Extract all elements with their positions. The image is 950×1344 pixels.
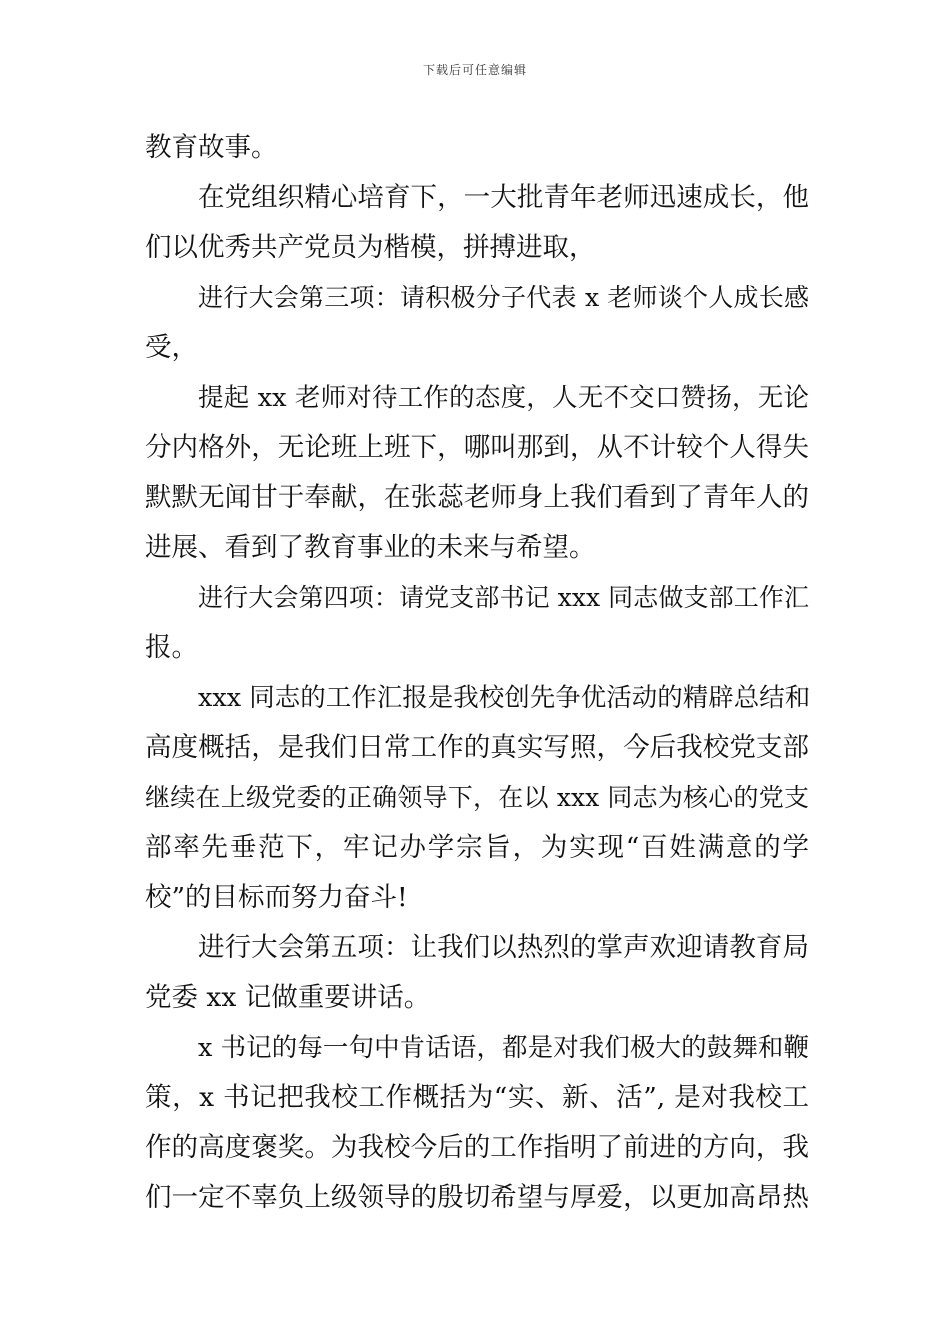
paragraph-line: 进行大会第五项：让我们以热烈的掌声欢迎请教育局 <box>198 932 809 963</box>
text-line: 默默无闻甘于奉献，在张蕊老师身上我们看到了青年人的 <box>145 482 809 513</box>
text-line: 教育故事。 <box>145 132 278 163</box>
page-header: 下载后可任意编辑 <box>422 63 527 77</box>
paragraph-line: x 书记的每一句中肯话语，都是对我们极大的鼓舞和鞭 <box>198 1033 809 1063</box>
text-line: 高度概括，是我们日常工作的真实写照，今后我校党支部 <box>145 732 809 763</box>
text-line: 党委 xx 记做重要讲话。 <box>145 982 431 1013</box>
paragraph-line: xxx 同志的工作汇报是我校创先争优活动的精辟总结和 <box>198 683 811 713</box>
text-line: 进展、看到了教育事业的未来与希望。 <box>145 532 596 563</box>
text-line: 受， <box>145 332 198 363</box>
text-line: 们以优秀共产党员为楷模，拼搏进取， <box>145 232 596 263</box>
text-line: 校”的目标而努力奋斗! <box>145 882 408 913</box>
document-body <box>145 123 809 1223</box>
text-line: 报。 <box>145 632 198 663</box>
paragraph-line: 在党组织精心培育下，一大批青年老师迅速成长，他 <box>198 182 809 213</box>
text-line: 分内格外，无论班上班下，哪叫那到，从不计较个人得失 <box>145 432 809 463</box>
text-line: 继续在上级党委的正确领导下，在以 xxx 同志为核心的党支 <box>145 783 809 812</box>
text-line: 们一定不辜负上级领导的殷切希望与厚爱，以更加高昂热 <box>145 1182 809 1213</box>
text-line: 策，x 书记把我校工作概括为“实、新、活”, 是对我校工 <box>145 1082 809 1113</box>
text-line: 部率先垂范下，牢记办学宗旨，为实现“百姓满意的学 <box>145 832 809 863</box>
paragraph-line: 进行大会第四项：请党支部书记 xxx 同志做支部工作汇 <box>198 583 809 612</box>
paragraph-line: 进行大会第三项：请积极分子代表 x 老师谈个人成长感 <box>198 283 809 312</box>
text-line: 作的高度褒奖。为我校今后的工作指明了前进的方向，我 <box>145 1132 809 1163</box>
paragraph-line: 提起 xx 老师对待工作的态度，人无不交口赞扬，无论 <box>198 383 809 413</box>
